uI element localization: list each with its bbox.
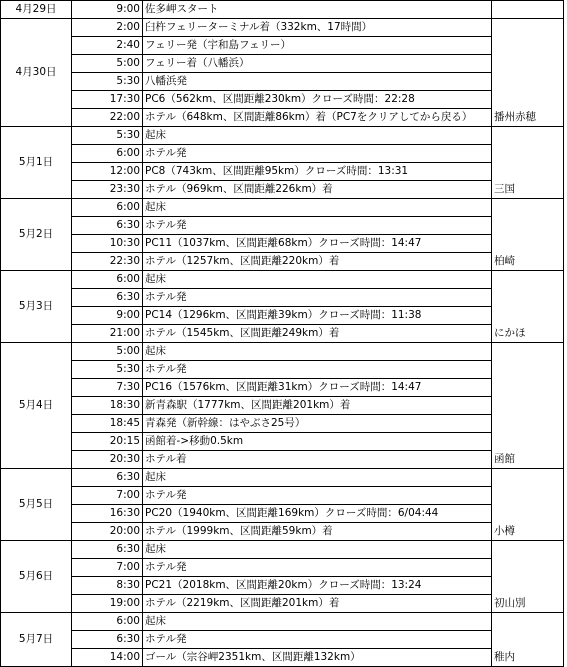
- event-cell: 起床: [143, 199, 492, 217]
- lodging-place-cell: [492, 1, 564, 19]
- time-cell: 5:30: [72, 127, 143, 145]
- time-cell: 18:30: [72, 397, 143, 415]
- time-cell: 23:30: [72, 181, 143, 199]
- event-cell: PC14（1296km、区間距離39km）クローズ時間：11:38: [143, 307, 492, 325]
- event-cell: フェリー発（宇和島フェリー）: [143, 37, 492, 55]
- schedule-row: [1, 1, 564, 19]
- schedule-row: [1, 253, 564, 271]
- time-cell: 8:30: [72, 577, 143, 595]
- event-cell: ホテル（969km、区間距離226km）着: [143, 181, 492, 199]
- schedule-row: [1, 235, 564, 253]
- event-cell: ホテル（1999km、区間距離59km）着: [143, 523, 492, 541]
- time-cell: 6:30: [72, 289, 143, 307]
- event-cell: ホテル着: [143, 451, 492, 469]
- time-cell: 5:30: [72, 73, 143, 91]
- time-cell: 9:00: [72, 1, 143, 19]
- time-cell: 21:00: [72, 325, 143, 343]
- time-cell: 20:30: [72, 451, 143, 469]
- schedule-row: [1, 289, 564, 307]
- event-cell: ホテル発: [143, 289, 492, 307]
- schedule-row: [1, 433, 564, 451]
- time-cell: 16:30: [72, 505, 143, 523]
- lodging-place-cell: 稚内: [492, 613, 564, 667]
- time-cell: 6:30: [72, 469, 143, 487]
- event-cell: 新青森駅（1777km、区間距離201km）着: [143, 397, 492, 415]
- lodging-place-cell: 三国: [492, 127, 564, 199]
- lodging-place-cell: 初山別: [492, 541, 564, 613]
- lodging-place-cell: 柏崎: [492, 199, 564, 271]
- event-cell: ホテル発: [143, 631, 492, 649]
- lodging-place-cell: にかほ: [492, 271, 564, 343]
- schedule-row: [1, 541, 564, 559]
- event-cell: PC6（562km、区間距離230km）クローズ時間：22:28: [143, 91, 492, 109]
- event-cell: フェリー着（八幡浜）: [143, 55, 492, 73]
- schedule-row: [1, 325, 564, 343]
- time-cell: 22:30: [72, 253, 143, 271]
- schedule-row: [1, 181, 564, 199]
- schedule-row: [1, 91, 564, 109]
- event-cell: 函館着->移動0.5km: [143, 433, 492, 451]
- time-cell: 9:00: [72, 307, 143, 325]
- time-cell: 7:00: [72, 487, 143, 505]
- day-date-cell: 5月1日: [1, 127, 72, 199]
- time-cell: 19:00: [72, 595, 143, 613]
- schedule-row: [1, 451, 564, 469]
- lodging-place-cell: 播州赤穂: [492, 19, 564, 127]
- day-date-cell: 5月4日: [1, 343, 72, 469]
- event-cell: ホテル発: [143, 559, 492, 577]
- schedule-row: [1, 397, 564, 415]
- time-cell: 20:00: [72, 523, 143, 541]
- event-cell: 起床: [143, 127, 492, 145]
- event-cell: 起床: [143, 613, 492, 631]
- lodging-place-cell: 小樽: [492, 469, 564, 541]
- day-date-cell: 5月3日: [1, 271, 72, 343]
- schedule-row: [1, 595, 564, 613]
- schedule-row: [1, 613, 564, 631]
- time-cell: 10:30: [72, 235, 143, 253]
- time-cell: 5:30: [72, 361, 143, 379]
- schedule-row: [1, 559, 564, 577]
- event-cell: PC20（1940km、区間距離169km）クローズ時間：6/04:44: [143, 505, 492, 523]
- event-cell: 八幡浜発: [143, 73, 492, 91]
- schedule-row: [1, 37, 564, 55]
- schedule-row: [1, 19, 564, 37]
- lodging-place-cell: 函館: [492, 343, 564, 469]
- schedule-row: [1, 649, 564, 667]
- event-cell: ホテル（2219km、区間距離201km）着: [143, 595, 492, 613]
- time-cell: 2:40: [72, 37, 143, 55]
- event-cell: PC8（743km、区間距離95km）クローズ時間：13:31: [143, 163, 492, 181]
- event-cell: ホテル発: [143, 145, 492, 163]
- time-cell: 22:00: [72, 109, 143, 127]
- event-cell: ホテル発: [143, 487, 492, 505]
- schedule-row: [1, 523, 564, 541]
- schedule-row: [1, 73, 564, 91]
- schedule-row: [1, 487, 564, 505]
- time-cell: 18:45: [72, 415, 143, 433]
- schedule-row: [1, 469, 564, 487]
- schedule-row: [1, 199, 564, 217]
- time-cell: 5:00: [72, 343, 143, 361]
- event-cell: 佐多岬スタート: [143, 1, 492, 19]
- day-date-cell: 5月2日: [1, 199, 72, 271]
- time-cell: 17:30: [72, 91, 143, 109]
- event-cell: 起床: [143, 271, 492, 289]
- event-cell: ホテル発: [143, 361, 492, 379]
- time-cell: 7:30: [72, 379, 143, 397]
- event-cell: 臼杵フェリーターミナル着（332km、17時間）: [143, 19, 492, 37]
- event-cell: ホテル（1257km、区間距離220km）着: [143, 253, 492, 271]
- time-cell: 5:00: [72, 55, 143, 73]
- event-cell: ホテル発: [143, 217, 492, 235]
- event-cell: PC16（1576km、区間距離31km）クローズ時間：14:47: [143, 379, 492, 397]
- day-date-cell: 5月6日: [1, 541, 72, 613]
- event-cell: 青森発（新幹線：はやぶさ25号）: [143, 415, 492, 433]
- schedule-row: [1, 343, 564, 361]
- schedule-row: [1, 127, 564, 145]
- schedule-row: [1, 163, 564, 181]
- time-cell: 20:15: [72, 433, 143, 451]
- day-date-cell: 4月30日: [1, 19, 72, 127]
- day-date-cell: 5月7日: [1, 613, 72, 667]
- event-cell: 起床: [143, 469, 492, 487]
- time-cell: 6:00: [72, 145, 143, 163]
- time-cell: 7:00: [72, 559, 143, 577]
- schedule-row: [1, 361, 564, 379]
- schedule-row: [1, 505, 564, 523]
- event-cell: ホテル（1545km、区間距離249km）着: [143, 325, 492, 343]
- day-date-cell: 5月5日: [1, 469, 72, 541]
- event-cell: PC21（2018km、区間距離20km）クローズ時間：13:24: [143, 577, 492, 595]
- time-cell: 6:00: [72, 613, 143, 631]
- time-cell: 12:00: [72, 163, 143, 181]
- event-cell: ホテル（648km、区間距離86km）着（PC7をクリアしてから戻る）: [143, 109, 492, 127]
- schedule-row: [1, 109, 564, 127]
- schedule-row: [1, 217, 564, 235]
- time-cell: 6:30: [72, 217, 143, 235]
- schedule-row: [1, 271, 564, 289]
- time-cell: 14:00: [72, 649, 143, 667]
- schedule-row: [1, 55, 564, 73]
- time-cell: 6:00: [72, 199, 143, 217]
- time-cell: 2:00: [72, 19, 143, 37]
- event-cell: 起床: [143, 541, 492, 559]
- event-cell: ゴール（宗谷岬2351km、区間距離132km）: [143, 649, 492, 667]
- day-date-cell: 4月29日: [1, 1, 72, 19]
- time-cell: 6:00: [72, 271, 143, 289]
- time-cell: 6:30: [72, 631, 143, 649]
- schedule-row: [1, 577, 564, 595]
- schedule-row: [1, 379, 564, 397]
- schedule-row: [1, 631, 564, 649]
- schedule-body: [1, 1, 564, 667]
- time-cell: 6:30: [72, 541, 143, 559]
- schedule-row: [1, 307, 564, 325]
- event-cell: 起床: [143, 343, 492, 361]
- schedule-row: [1, 415, 564, 433]
- event-cell: PC11（1037km、区間距離68km）クローズ時間：14:47: [143, 235, 492, 253]
- schedule-row: [1, 145, 564, 163]
